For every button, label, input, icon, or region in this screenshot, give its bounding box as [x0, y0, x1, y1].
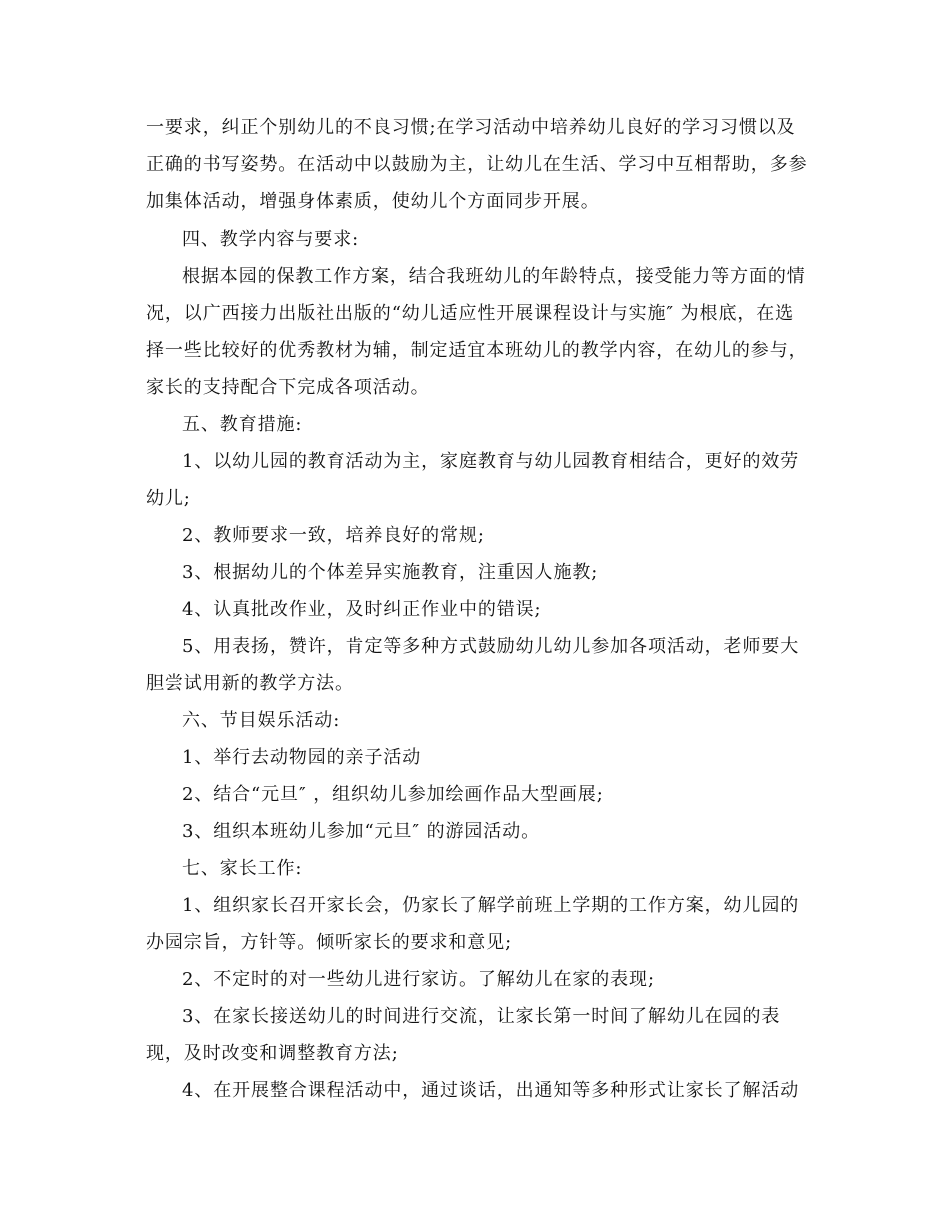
list-item: 2、结合“元旦″ ，组织幼儿参加绘画作品大型画展; [182, 784, 604, 805]
list-item: 1、举行去动物园的亲子活动 [182, 747, 422, 768]
list-item: 4、在开展整合课程活动中，通过谈话，出通知等多种形式让家长了解活动 [182, 1080, 800, 1101]
list-item: 4、认真批改作业，及时纠正作业中的错误; [182, 599, 542, 620]
body-text-line: 家长的支持配合下完成各项活动。 [146, 377, 430, 398]
body-text-line: 胆尝试用新的教学方法。 [146, 673, 354, 694]
section-heading: 五、教育措施: [182, 414, 303, 435]
section-heading: 四、教学内容与要求: [182, 229, 360, 250]
section-heading: 六、节目娱乐活动: [182, 710, 341, 731]
list-item: 3、根据幼儿的个体差异实施教育，注重因人施教; [182, 562, 599, 583]
list-item: 2、教师要求一致，培养良好的常规; [182, 525, 485, 546]
body-text-line: 根据本园的保教工作方案，结合我班幼儿的年龄特点，接受能力等方面的情 [182, 266, 806, 287]
body-text-line: 择一些比较好的优秀教材为辅，制定适宜本班幼儿的教学内容，在幼儿的参与， [146, 340, 808, 361]
body-text-line: 加集体活动，增强身体素质，使幼儿个方面同步开展。 [146, 191, 600, 212]
list-item: 3、组织本班幼儿参加“元旦″ 的游园活动。 [182, 821, 540, 842]
list-item: 3、在家长接送幼儿的时间进行交流，让家长第一时间了解幼儿在园的表 [182, 1006, 781, 1027]
list-item: 1、以幼儿园的教育活动为主，家庭教育与幼儿园教育相结合，更好的效劳 [182, 451, 800, 472]
body-text-line: 现，及时改变和调整教育方法; [146, 1043, 399, 1064]
body-text-line: 办园宗旨，方针等。倾听家长的要求和意见; [146, 932, 513, 953]
section-heading: 七、家长工作: [182, 858, 303, 879]
body-text-line: 一要求，纠正个别幼儿的不良习惯;在学习活动中培养幼儿良好的学习习惯以及 [146, 117, 796, 138]
list-item: 1、组织家长召开家长会，仍家长了解学前班上学期的工作方案，幼儿园的 [182, 895, 800, 916]
list-item: 2、不定时的对一些幼儿进行家访。了解幼儿在家的表现; [182, 969, 655, 990]
body-text-line: 正确的书写姿势。在活动中以鼓励为主，让幼儿在生活、学习中互相帮助，多参 [146, 154, 808, 175]
body-text-line: 幼儿; [146, 488, 191, 509]
list-item: 5、用表扬，赞许，肯定等多种方式鼓励幼儿幼儿参加各项活动，老师要大 [182, 636, 800, 657]
body-text-line: 况，以广西接力出版社出版的“幼儿适应性开展课程设计与实施″ 为根底，在选 [146, 303, 795, 324]
